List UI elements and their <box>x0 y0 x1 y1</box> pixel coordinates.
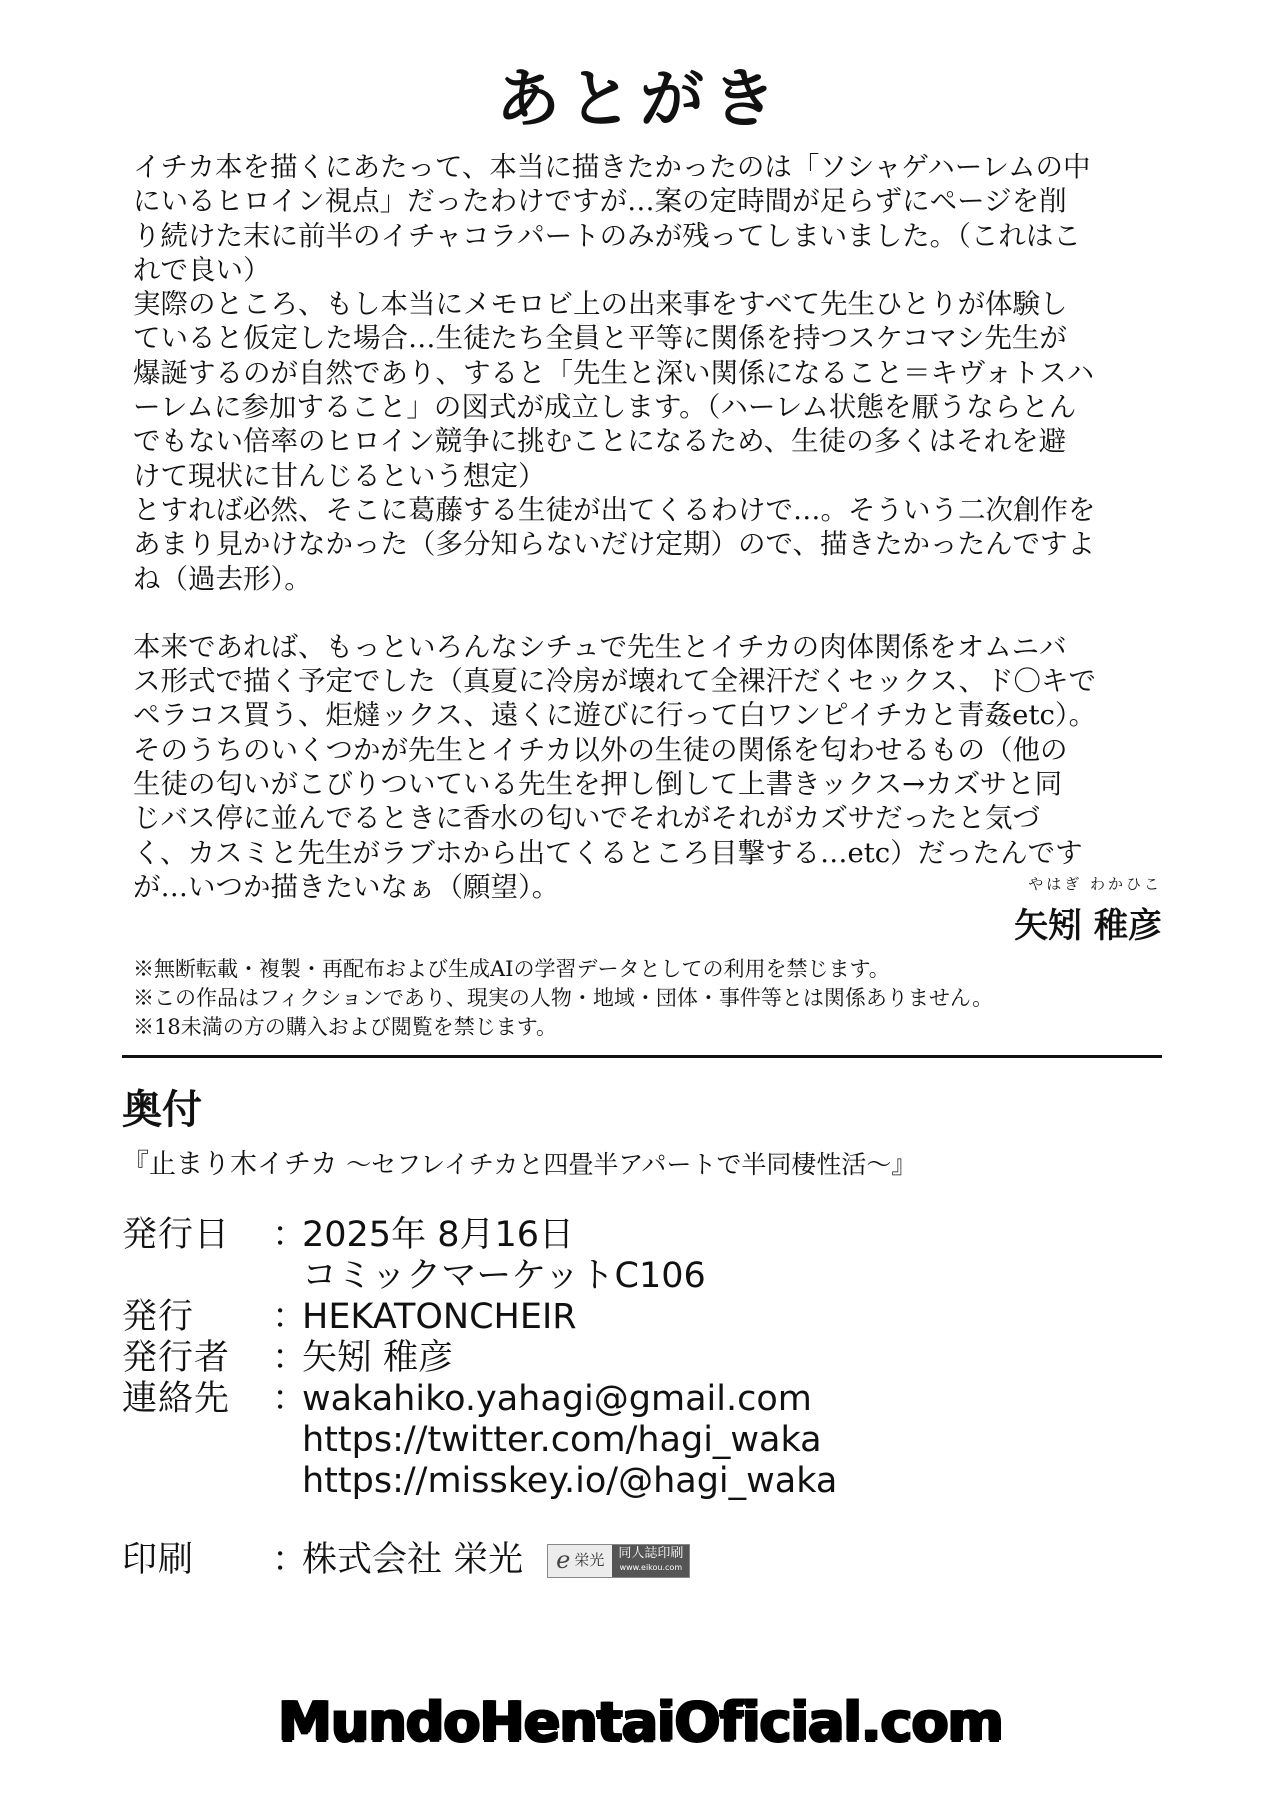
info-colon: ： <box>272 1338 308 1378</box>
afterword-line: ね（過去形）。 <box>133 562 312 595</box>
afterword-line: イチカ本を描くにあたって、本当に描きたかったのは「ソシャゲハーレムの中 <box>133 151 1091 183</box>
logo-url: www.eikou.com <box>619 1562 683 1572</box>
afterword-line: ーレムに参加すること」の図式が成立します。（ハーレム状態を厭うならとん <box>133 391 1077 424</box>
work-title-subtitle: ～セフレイチカと四畳半アパートで半同棲性活～』 <box>346 1150 917 1179</box>
contact-email: wakahiko.yahagi@gmail.com <box>302 1379 812 1419</box>
info-value: コミックマーケットC106 <box>302 1256 706 1296</box>
info-label: 発行者 <box>122 1338 231 1378</box>
afterword-line: く、カスミと先生がラブホから出てくるところ目撃する…etc）だったんです <box>133 836 1083 869</box>
afterword-line: じバス停に並んでるときに香水の匂いでそれがそれがカズサだったと気づ <box>133 802 1040 835</box>
contact-misskey: https://misskey.io/@hagi_waka <box>302 1461 838 1501</box>
afterword-line: 生徒の匂いがこびりついている先生を押し倒して上書きックス→カズサと同 <box>133 768 1063 801</box>
notice-line: ※無断転載・複製・再配布および生成AIの学習データとしての利用を禁じます。 <box>133 957 890 981</box>
afterword-line: とすれば必然、そこに葛藤する生徒が出てくるわけで…。そういう二次創作を <box>133 493 1096 526</box>
info-label: 連絡先 <box>122 1379 231 1419</box>
colophon-heading: 奥付 <box>122 1087 202 1133</box>
info-colon: ： <box>272 1540 308 1580</box>
author-signature <box>1014 873 1162 947</box>
signature-ruby: やはぎ わかひこ <box>1028 875 1162 893</box>
info-colon: ： <box>272 1297 308 1337</box>
afterword-line: ていると仮定した場合…生徒たち全員と平等に関係を持つスケコマシ先生が <box>133 322 1067 355</box>
info-row-issuer <box>122 1338 837 1379</box>
afterword-line: けて現状に甘んじるという想定） <box>133 459 546 492</box>
logo-left-text: 栄光 <box>574 1551 605 1569</box>
info-label: 発行 <box>122 1297 195 1337</box>
info-row-contact <box>122 1379 837 1502</box>
afterword-title: あとがき <box>496 63 784 137</box>
info-colon: ： <box>272 1379 308 1419</box>
info-row-publisher <box>122 1297 837 1338</box>
colophon-print <box>122 1540 690 1581</box>
afterword-line: 実際のところ、もし本当にメモロビ上の出来事をすべて先生ひとりが体験し <box>133 288 1068 321</box>
afterword-line: にいるヒロイン視点」だったわけですが…案の定時間が足らずにページを削 <box>133 185 1067 218</box>
printer-name: 株式会社 栄光 <box>302 1540 524 1580</box>
section-divider <box>122 1055 1162 1058</box>
afterword-line: 本来であれば、もっといろんなシチュで先生とイチカの肉体関係をオムニバ <box>133 630 1067 663</box>
afterword-line: れで良い） <box>133 253 271 286</box>
signature-name: 矢矧 稚彦 <box>1014 906 1162 946</box>
info-value: 2025年 8月16日 <box>302 1215 575 1255</box>
info-value: 矢矧 稚彦 <box>302 1338 454 1378</box>
afterword-body <box>133 150 1163 904</box>
notice-line: ※18未満の方の購入および閲覧を禁じます。 <box>133 1015 558 1039</box>
printer-logo <box>547 1544 690 1578</box>
afterword-line: ペラコス買う、炬燵ックス、遠くに遊びに行って白ワンピイチカと青姦etc）。 <box>133 699 1097 732</box>
eikou-e-icon: e <box>556 1546 571 1574</box>
info-label: 印刷 <box>122 1540 195 1580</box>
work-title-main: 『止まり木イチカ <box>122 1149 338 1180</box>
afterword-line: そのうちのいくつかが先生とイチカ以外の生徒の関係を匂わせるもの（他の <box>133 733 1068 766</box>
watermark: MundoHentaiOficial.com <box>277 1690 1003 1753</box>
info-row-printer <box>122 1540 690 1581</box>
legal-notices <box>133 955 993 1042</box>
afterword-line: でもない倍率のヒロイン競争に挑むことになるため、生徒の多くはそれを避 <box>133 425 1067 458</box>
afterword-line: り続けた末に前半のイチャコラパートのみが残ってしまいました。（これはこ <box>133 219 1081 252</box>
colophon-info <box>122 1215 837 1502</box>
info-label: 発行日 <box>122 1215 231 1255</box>
info-row-date <box>122 1215 837 1297</box>
logo-right-text: 同人誌印刷 <box>618 1545 684 1561</box>
notice-line: ※この作品はフィクションであり、現実の人物・地域・団体・事件等とは関係ありません。 <box>133 986 994 1010</box>
afterword-line: あまり見かけなかった（多分知らないだけ定期）ので、描きたかったんですよ <box>133 528 1095 561</box>
contact-twitter: https://twitter.com/hagi_waka <box>302 1420 822 1460</box>
info-value: HEKATONCHEIR <box>302 1297 577 1337</box>
afterword-line: ス形式で描く予定でした（真夏に冷房が壊れて全裸汗だくセックス、ド〇キで <box>133 665 1097 698</box>
info-colon: ： <box>272 1215 308 1255</box>
work-title <box>122 1142 916 1181</box>
afterword-line: が…いつか描きたいなぁ（願望）。 <box>133 870 560 903</box>
afterword-line: 爆誕するのが自然であり、すると「先生と深い関係になること＝キヴォトスハ <box>133 356 1095 389</box>
